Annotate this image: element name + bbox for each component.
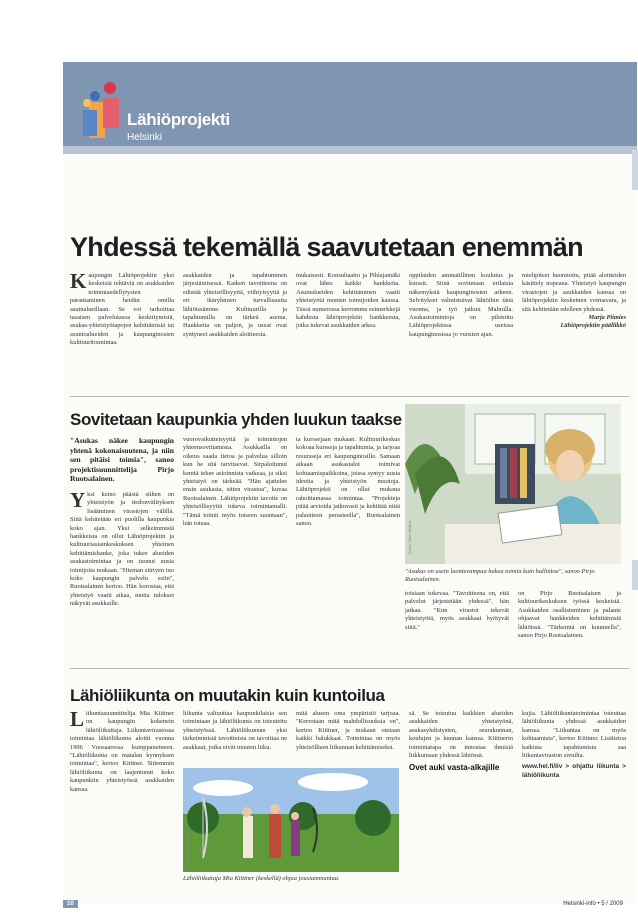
article1-columns-right xyxy=(405,590,621,658)
office-scene-illustration xyxy=(405,404,621,564)
article2-text-5: kujia. Lähiöliikuntatoimintaa toteuttaa lähiöliikunta yhdessä asukkaiden kanssa. "Liikuntaa on myös kohtaamista", kertoo Kiittner. Lisätietoa kaikista tapahtumista saa liikuntaviraston sivuilta. xyxy=(522,710,626,760)
article2-column-4 xyxy=(409,710,513,894)
article2-column-5 xyxy=(522,710,626,894)
article2-photo-credit: Kuva: Mika Wallius xyxy=(185,834,190,868)
article1-column-2: vuorovaikutteisyyttä ja toimintojen yhteensovittamista. Asukkailla on oikeus saada tietoa ja palvelua silloin kun he sitä tarvitsevat. Sirpaloitunut kenttä tekee asioinnista vaikeaa, ja siksi yhteistyö on tärkeää. "Hän ajattelee ensin asukasta, sitten virastoa", kuvaa Ruotsalainen. Lähiöprojektin tavoite on yhteisöllisyyttä tukeva toimintamalli. "Tämä toimii myös toiseen suuntaan", hän toteaa. xyxy=(183,436,287,528)
article1-dropcap: Y xyxy=(70,487,86,512)
article1-photo xyxy=(405,404,621,564)
intro-text-1: aupungin Lähiöprojektin yksi keskeisiä tehtäviä on asukkaiden toimintaedellytysten parantaminen heidän omilla asuinalueillaan. Se voi tarkoittaa tasaisen palvelutasoa keskittymistä, asukas-yhteistyötapojen kehittämistä tai asuntoalueiden ja kaupunginosien kulttuuritoimintaa. xyxy=(70,272,174,347)
article2-subhead: Ovet auki vasta-alkajille xyxy=(409,763,500,773)
article1-column-5: on Pirjo Ruotsalaisen ja kulttuurikeskuksen työssä keskeistä. Asukkaiden osallistuminen ja palaute ohjaavat hankkeiden kehittämistä lähiöissä. "Tärkeintä on kuunnella", sanoo Pirjo Ruotsalainen. xyxy=(518,590,621,640)
article1-column-1 xyxy=(70,436,174,656)
article1-column-3: ta kurssejaan mukaan. Kulttuurikeskus kokoaa kursseja ja tapahtumia, ja tarjoaa resursseja eri kaupunginosille. Samaan aikaan asukastalot toimivat kohtaamispaikkoina, joissa syntyy uusia ideoita ja yhteistyön muotoja. Lähiöprojekti on ollut mukana rahoittamassa toimintaa. "Projekteja pitää arvioida jatkuvasti ja kehittää niitä palautteen perusteella", Ruotsalainen sanoo. xyxy=(296,436,400,528)
main-headline: Yhdessä tekemällä saavutetaan enemmän xyxy=(70,232,583,262)
intro-column-3: mukaisesti. Konsultaatio ja Pihlajamäki ovat lähes kaikki hankkeita. Asuinalueiden kehittäminen vaatii yhteistyötä monien toimijoiden kanssa. Tässä numerossa kerromme esimerkkejä kahdesta lähiöprojektin hankkeesta, jotka tukevat asukkaiden arkea. xyxy=(296,272,400,330)
header-banner xyxy=(63,62,637,154)
intro-column-4: oppilaiden ammatillinen koulutus ja kurssit. Siinä sovitetaan erilaisia näkemyksiä kaupunginosien arkeen. Selvitykset valmistuivat lähiöihin tänä vuonna, ja työ jatkuu Malmilla. Asukastoimintoja on pilotoitu Lähiöprojektissa useissa kaupunginosissa jo vuosien ajan. xyxy=(409,272,513,338)
article2-column-2: liikunta valtuuttaa kaupunkilaisia sen toimintaan ja lähiöliikunta on toteutettu yhteistyössä. Lähiöliikunnan yksi tärkeimmistä tavoitteista on tavoittaa ne asukkaat, jotka eivät muuten liiku. xyxy=(183,710,287,751)
article1-column-4: toisiaan tukevaa. "Tavoitteena on, että palvelut järjestetään yhdessä", hän jatkaa. "Kun virastot tekevät yhteistyötä, myös asukkaat hyötyvät siitä." xyxy=(405,590,509,631)
section-divider-1 xyxy=(70,396,630,397)
header-stripe xyxy=(63,146,637,154)
edge-tab-1 xyxy=(632,150,638,190)
edge-tab-2 xyxy=(632,560,638,590)
article2-web-link[interactable]: www.hel.fi/liv > ohjattu liikunta > lähiöliikunta xyxy=(522,763,626,779)
article1-photo-credit: Kuva: Mika Wallius xyxy=(407,520,412,554)
archery-scene-illustration xyxy=(183,768,399,872)
article2-text-4: sä. Se toteutuu kaikkien alueiden asukkaiden yhteistyönä, asukasyhdistysten, seurakunnan, koulujen ja kunnan kanssa. Kiittnerin toimintatapa on innostaa ihmisiä liikkumaan yhdessä lähiössä. xyxy=(409,710,513,760)
page-footer xyxy=(63,900,637,912)
article2-dropcap: L xyxy=(70,710,85,731)
article1-text-1: ksi keino päästä siihen on yhteistyön ja tiedonvälityksen lisääminen virastojen välillä. Siitä kehitetään eri puolilla kaupunkia koko ajan. Yksi selkeimmistä hankkeista on ollut Lähiöprojektin ja kulttuuriasiainkeskuksen yhteinen kehittämishanke, joka tukee alueiden asukastoimintaa ja on tuonut uusia toimijoita mukaan. "Hieman siirtyen tuo koko kaupungin palvelu esiin", Ruotsalainen kertoo. Hän korostaa, että yhteistyö vaatii aikaa, mutta tulokset näkyvät asukkaille. xyxy=(70,490,174,608)
intro-dropcap: K xyxy=(70,272,87,293)
publication-info: Helsinki-info • 5 / 2009 xyxy=(563,901,623,907)
article1-columns xyxy=(70,436,400,656)
article1-pull-quote: "Asukas näkee kaupungin yhtenä kokonaisuutena, ja niin sen pitäisi toimia", sanoo projektisuunnittelija Pirjo Ruotsalainen. xyxy=(70,436,174,484)
section-divider-2 xyxy=(70,668,630,669)
article2-title: Lähiöliikunta on muutakin kuin kuntoilua xyxy=(70,686,385,705)
intro-text-5: mielipiteet huomioitu, pitää aloitteiden käsittely nopeana. Yhteistyö kaupungin virastojen ja asukkaiden kanssa on lähiöprojektin keskeinen voimavara, ja sitä kehitetään edelleen yhdessä. xyxy=(522,272,626,313)
brand-city: Helsinki xyxy=(127,132,163,143)
intro-column-5 xyxy=(522,272,626,367)
signature-title: Lähiöprojektin päällikkö xyxy=(560,322,626,330)
magazine-page xyxy=(63,62,637,907)
intro-column-1 xyxy=(70,272,174,367)
lahioprojekti-logo-icon xyxy=(75,70,127,146)
article2-photo-caption: Lähiöliikuttaja Mia Kiittner (keskellä) ohjaa jousiammuntaa. xyxy=(183,875,340,882)
intro-column-2: asukkaiden ja tapahtuminen järjestämisessä. Kaiken tavoitteena on edistää yhteisöllisyyttä, viihtyisyyttä ja eri ikäryhmien turvallisuutta lähiöissämme. Kulttuurilla ja tapahtumilla on tärkeä asema. Hankkeita on paljon, ja useat ovat syntyneet asukkaiden aloitteesta. xyxy=(183,272,287,338)
article2-column-1 xyxy=(70,710,174,894)
article1-title: Sovitetaan kaupunkia yhden luukun taakse xyxy=(70,410,402,429)
signature-name: Marja Piimies xyxy=(588,314,626,322)
page-number: 10 xyxy=(63,900,78,908)
intro-columns xyxy=(70,272,630,367)
article2-top-columns xyxy=(70,710,630,793)
article1-photo-caption: "Asukas on usein luontevampaa hakea toimia kuin hallintoa", sanoo Pirjo Ruotsalainen. xyxy=(405,568,595,583)
article2-column-3: mitä alueen oma ympäristö tarjoaa. "Kerrotaan mitä mahdollisuuksia on", kertoo Kiittner, ja mukaan otetaan kaikki halukkaat. Toimintaa on myös yhteisöllisen liikunnan kehittämiseksi. xyxy=(296,710,400,751)
brand-name: Lähiöprojekti xyxy=(127,110,230,129)
article2-text-1: iikuntasuunnittelija Mia Kiittner on kaupungin kokenein lähiöliikuttaja. Liikuntavirastossa toimintaa lähiöliikunta aloitti vuonna 1996 Vuosaaressa kumppaneineen. "Lähiöliikunta on matalan kynnyksen toimintaa", kertoo Kiittner. Sittemmin lähiöliikunta on laajentunut koko kaupunkiin yhteistyössä asukkaiden kanssa. xyxy=(70,710,174,793)
article2-photo xyxy=(183,768,399,872)
